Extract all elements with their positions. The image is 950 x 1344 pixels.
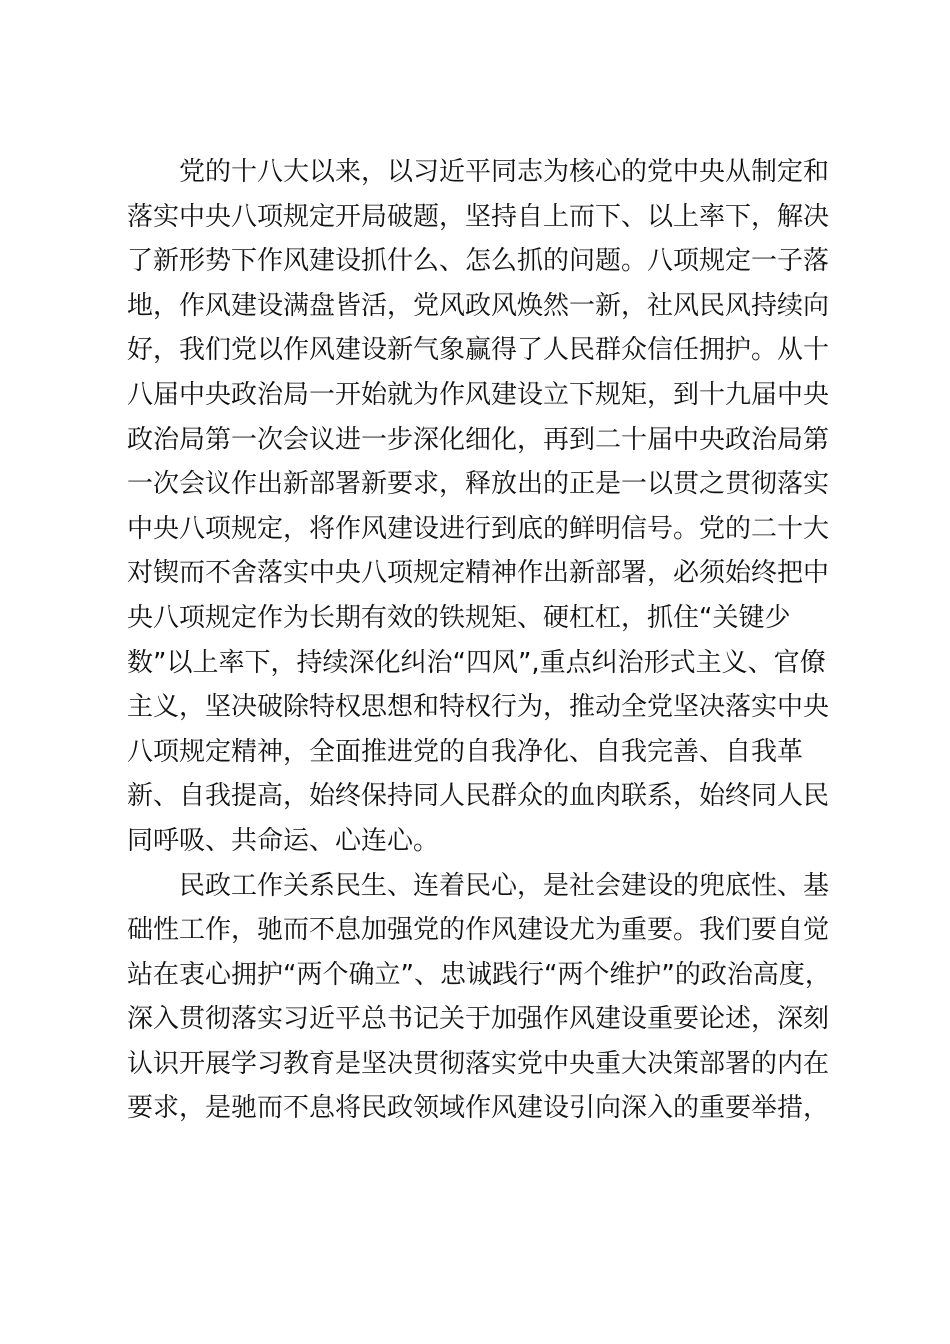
text-line: 政治局第一次会议进一步深化细化，再到二十届中央政治局第 (127, 424, 830, 455)
text-line: 数”以上率下，持续深化纠治“四风”,重点纠治形式主义、官僚 (127, 647, 826, 678)
text-line: 主义，坚决破除特权思想和特权行为，推动全党坚决落实中央 (127, 692, 830, 723)
text-line: 新、自我提高，始终保持同人民群众的血肉联系，始终同人民 (127, 781, 830, 812)
text-line: 要求，是驰而不息将民政领域作风建设引向深入的重要举措， (127, 1093, 830, 1124)
text-line: 好，我们党以作风建设新气象赢得了人民群众信任拥护。从十 (127, 335, 830, 366)
text-line: 民政工作关系民生、连着民心，是社会建设的兜底性、基 (179, 870, 830, 901)
text-line: 中央八项规定，将作风建设进行到底的鲜明信号。党的二十大 (127, 513, 830, 544)
document-body (127, 150, 831, 1131)
text-line: 党的十八大以来，以习近平同志为核心的党中央从制定和 (179, 157, 830, 187)
text-line: 落实中央八项规定开局破题，坚持自上而下、以上率下，解决 (127, 201, 830, 232)
text-line: 础性工作，驰而不息加强党的作风建设尤为重要。我们要自觉 (127, 915, 830, 946)
paragraph-1 (127, 150, 830, 864)
text-line: 央八项规定作为长期有效的铁规矩、硬杠杠，抓住“关键少 (127, 602, 791, 633)
text-line: 一次会议作出新部署新要求，释放出的正是一以贯之贯彻落实 (127, 469, 830, 500)
text-line: 八届中央政治局一开始就为作风建设立下规矩，到十九届中央 (127, 379, 830, 410)
text-line: 同呼吸、共命运、心连心。 (127, 825, 440, 856)
text-line: 深入贯彻落实习近平总书记关于加强作风建设重要论述，深刻 (127, 1004, 830, 1035)
text-line: 地，作风建设满盘皆活，党风政风焕然一新，社风民风持续向 (127, 290, 830, 321)
text-line: 八项规定精神，全面推进党的自我净化、自我完善、自我革 (127, 736, 804, 767)
paragraph-2 (127, 864, 831, 1132)
text-line: 对锲而不舍落实中央八项规定精神作出新部署，必须始终把中 (127, 558, 830, 589)
text-line: 站在衷心拥护“两个确立”、忠诚践行“两个维护”的政治高度， (127, 959, 831, 990)
text-line: 了新形势下作风建设抓什么、怎么抓的问题。八项规定一子落 (127, 246, 830, 277)
text-line: 认识开展学习教育是坚决贯彻落实党中央重大决策部署的内在 (127, 1048, 830, 1079)
